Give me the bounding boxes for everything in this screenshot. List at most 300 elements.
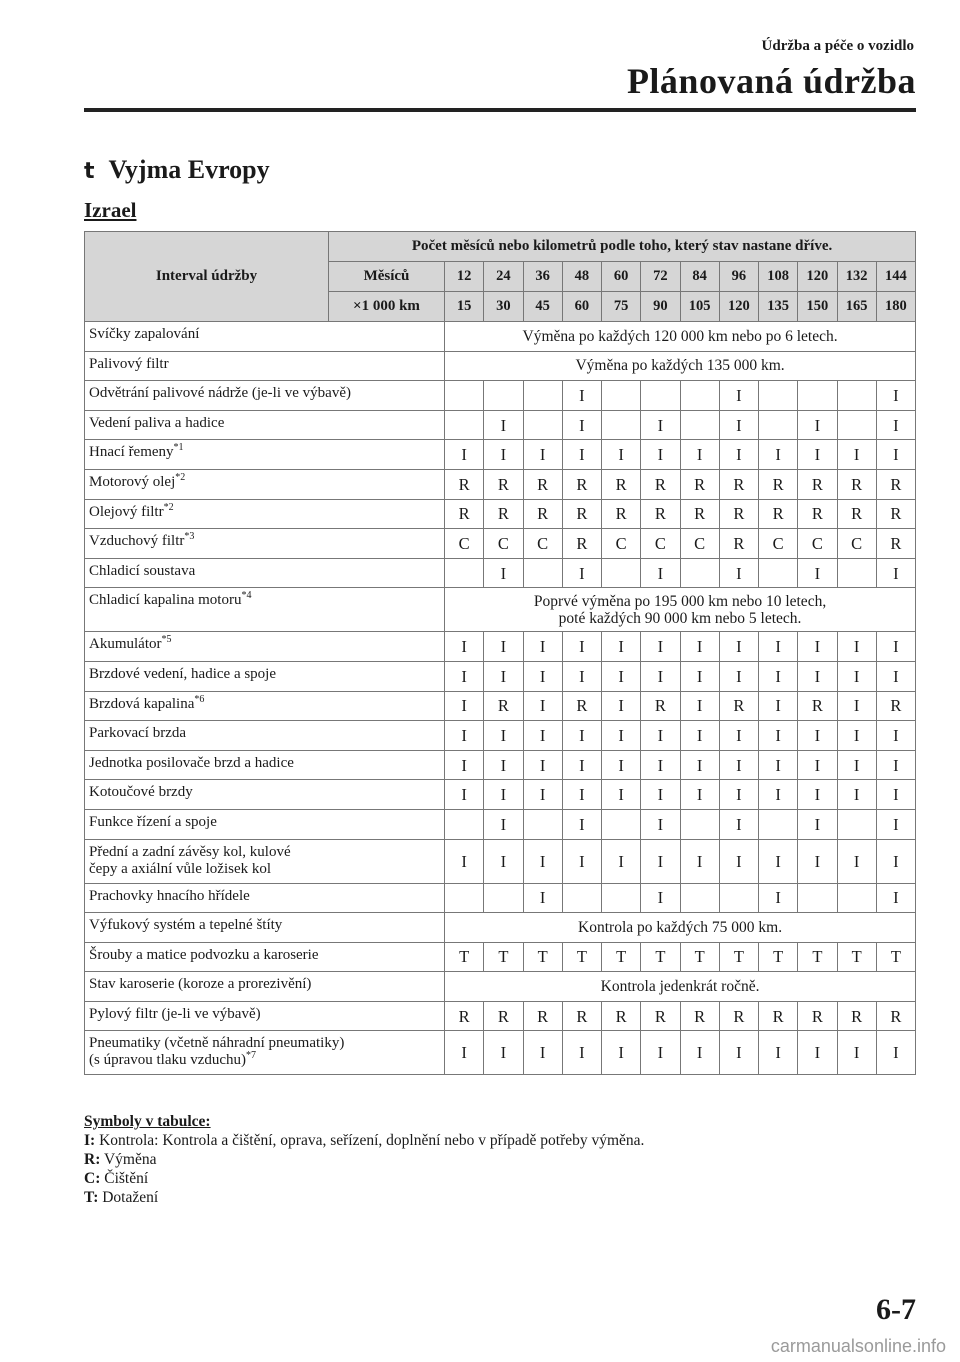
service-cell: C bbox=[602, 529, 641, 559]
service-cell: I bbox=[876, 558, 915, 588]
service-cell bbox=[602, 558, 641, 588]
months-value: 96 bbox=[719, 262, 758, 292]
service-cell: I bbox=[641, 558, 680, 588]
service-cell: R bbox=[759, 1001, 798, 1031]
service-cell: R bbox=[837, 1001, 876, 1031]
service-cell: I bbox=[445, 661, 484, 691]
interval-note-text: Výměna po každých 120 000 km nebo po 6 letech. bbox=[522, 327, 838, 345]
service-cell: R bbox=[719, 691, 758, 721]
service-cell: I bbox=[719, 839, 758, 883]
service-cell bbox=[602, 809, 641, 839]
service-cell bbox=[680, 381, 719, 411]
service-cell: I bbox=[798, 632, 837, 662]
service-cell: R bbox=[523, 469, 562, 499]
service-cell: R bbox=[445, 1001, 484, 1031]
service-cell: T bbox=[759, 942, 798, 972]
service-cell: I bbox=[837, 691, 876, 721]
service-cell: I bbox=[562, 839, 601, 883]
service-cell: R bbox=[484, 469, 523, 499]
service-cell: I bbox=[837, 721, 876, 751]
service-cell: I bbox=[798, 1031, 837, 1075]
service-cell: I bbox=[523, 691, 562, 721]
service-cell bbox=[445, 883, 484, 913]
table-row bbox=[85, 972, 916, 1002]
service-cell: I bbox=[798, 750, 837, 780]
subsection-heading: Izrael bbox=[84, 198, 137, 222]
legend-item: C: Čištění bbox=[84, 1170, 149, 1187]
service-cell: I bbox=[759, 780, 798, 810]
table-row bbox=[85, 410, 916, 440]
service-cell: I bbox=[876, 410, 915, 440]
service-cell: I bbox=[602, 440, 641, 470]
service-cell: I bbox=[837, 839, 876, 883]
footnote-ref: *1 bbox=[173, 442, 184, 454]
legend-title: Symboly v tabulce: bbox=[84, 1113, 211, 1130]
service-cell: I bbox=[759, 440, 798, 470]
km-value: 15 bbox=[445, 292, 484, 322]
service-cell: I bbox=[759, 691, 798, 721]
item-name-text: Pneumatiky (včetně náhradní pneumatiky) bbox=[89, 1035, 345, 1052]
footnote-ref: *7 bbox=[246, 1050, 257, 1062]
service-cell: I bbox=[523, 661, 562, 691]
months-value: 60 bbox=[602, 262, 641, 292]
service-cell: R bbox=[562, 469, 601, 499]
service-cell: C bbox=[759, 529, 798, 559]
service-cell: I bbox=[484, 410, 523, 440]
item-name-text: Přední a zadní závěsy kol, kulové bbox=[89, 843, 291, 860]
service-cell: R bbox=[484, 1001, 523, 1031]
service-cell: C bbox=[484, 529, 523, 559]
service-cell: C bbox=[641, 529, 680, 559]
months-value: 36 bbox=[523, 262, 562, 292]
service-cell: R bbox=[759, 469, 798, 499]
service-cell: I bbox=[562, 750, 601, 780]
service-cell: I bbox=[484, 750, 523, 780]
months-value: 24 bbox=[484, 262, 523, 292]
service-cell: C bbox=[837, 529, 876, 559]
km-value: 45 bbox=[523, 292, 562, 322]
service-cell: I bbox=[602, 839, 641, 883]
service-cell: R bbox=[602, 469, 641, 499]
service-cell bbox=[445, 381, 484, 411]
service-cell: I bbox=[562, 558, 601, 588]
item-name-text: Hnací řemeny bbox=[89, 444, 174, 461]
item-name bbox=[85, 499, 445, 529]
item-name-text: Chladicí kapalina motoru bbox=[89, 592, 242, 609]
service-cell: R bbox=[876, 691, 915, 721]
service-cell: I bbox=[680, 721, 719, 751]
item-name-text: Vzduchový filtr bbox=[89, 533, 185, 550]
item-name-text: Vedení paliva a hadice bbox=[89, 414, 225, 431]
service-cell: I bbox=[876, 1031, 915, 1075]
item-name bbox=[85, 942, 445, 972]
service-cell: T bbox=[798, 942, 837, 972]
service-cell: I bbox=[798, 839, 837, 883]
interval-label: Interval údržby bbox=[85, 232, 329, 322]
service-cell: I bbox=[445, 691, 484, 721]
service-cell: I bbox=[680, 440, 719, 470]
service-cell: T bbox=[602, 942, 641, 972]
service-cell bbox=[445, 809, 484, 839]
item-name-text: Chladicí soustava bbox=[89, 562, 196, 579]
item-name-text: Parkovací brzda bbox=[89, 725, 187, 742]
service-cell bbox=[680, 410, 719, 440]
table-row bbox=[85, 588, 916, 632]
item-name bbox=[85, 913, 445, 943]
service-cell: I bbox=[523, 721, 562, 751]
service-cell bbox=[719, 883, 758, 913]
service-cell: T bbox=[484, 942, 523, 972]
service-cell: I bbox=[641, 1031, 680, 1075]
service-cell: I bbox=[759, 661, 798, 691]
km-value: 150 bbox=[798, 292, 837, 322]
service-cell: R bbox=[798, 1001, 837, 1031]
service-cell: I bbox=[562, 721, 601, 751]
item-name bbox=[85, 351, 445, 381]
service-cell: I bbox=[837, 780, 876, 810]
service-cell: I bbox=[798, 780, 837, 810]
footnote-ref: *2 bbox=[163, 501, 174, 513]
maintenance-schedule-table bbox=[84, 231, 916, 1075]
item-name-text: Stav karoserie (koroze a prorezivění) bbox=[89, 976, 312, 993]
service-cell: I bbox=[445, 440, 484, 470]
table-row bbox=[85, 883, 916, 913]
service-cell: R bbox=[719, 1001, 758, 1031]
service-cell: I bbox=[562, 1031, 601, 1075]
service-cell bbox=[523, 410, 562, 440]
table-header bbox=[85, 232, 916, 322]
item-name bbox=[85, 381, 445, 411]
service-cell: I bbox=[523, 1031, 562, 1075]
item-name-text: Olejový filtr bbox=[89, 503, 164, 520]
item-name bbox=[85, 780, 445, 810]
service-cell: R bbox=[562, 691, 601, 721]
service-cell: I bbox=[523, 440, 562, 470]
service-cell: R bbox=[641, 499, 680, 529]
service-cell: I bbox=[484, 721, 523, 751]
service-cell: I bbox=[484, 632, 523, 662]
service-cell: I bbox=[837, 1031, 876, 1075]
months-value: 132 bbox=[837, 262, 876, 292]
service-cell: T bbox=[523, 942, 562, 972]
service-cell: I bbox=[680, 780, 719, 810]
months-value: 120 bbox=[798, 262, 837, 292]
service-cell: I bbox=[484, 661, 523, 691]
service-cell: R bbox=[798, 691, 837, 721]
service-cell: T bbox=[680, 942, 719, 972]
service-cell bbox=[523, 558, 562, 588]
service-cell: T bbox=[641, 942, 680, 972]
item-name-text: Brzdové vedení, hadice a spoje bbox=[89, 665, 277, 682]
service-cell: I bbox=[798, 440, 837, 470]
service-cell: I bbox=[759, 883, 798, 913]
table-row bbox=[85, 558, 916, 588]
km-value: 165 bbox=[837, 292, 876, 322]
service-cell: R bbox=[837, 469, 876, 499]
service-cell: I bbox=[719, 750, 758, 780]
service-cell: C bbox=[798, 529, 837, 559]
service-cell: I bbox=[641, 661, 680, 691]
service-cell: T bbox=[837, 942, 876, 972]
service-cell: R bbox=[602, 499, 641, 529]
service-cell: T bbox=[719, 942, 758, 972]
service-cell: I bbox=[680, 839, 719, 883]
table-row bbox=[85, 322, 916, 352]
interval-note bbox=[445, 322, 916, 352]
km-value: 120 bbox=[719, 292, 758, 322]
months-value: 12 bbox=[445, 262, 484, 292]
footnote-ref: *2 bbox=[175, 471, 186, 483]
service-cell: R bbox=[719, 529, 758, 559]
section-heading-text: Vyjma Evropy bbox=[108, 155, 270, 184]
service-cell bbox=[445, 410, 484, 440]
interval-caption: Počet měsíců nebo kilometrů podle toho, který stav nastane dříve. bbox=[329, 232, 916, 262]
item-name-text-line2: (s úpravou tlaku vzduchu) bbox=[89, 1052, 247, 1069]
interval-note bbox=[445, 972, 916, 1002]
service-cell: I bbox=[798, 661, 837, 691]
service-cell: I bbox=[445, 839, 484, 883]
months-value: 84 bbox=[680, 262, 719, 292]
table-row bbox=[85, 661, 916, 691]
km-value: 60 bbox=[562, 292, 601, 322]
service-cell bbox=[680, 809, 719, 839]
item-name bbox=[85, 883, 445, 913]
service-cell: I bbox=[641, 632, 680, 662]
service-cell: I bbox=[759, 750, 798, 780]
service-cell bbox=[837, 410, 876, 440]
service-cell bbox=[759, 381, 798, 411]
table-row bbox=[85, 691, 916, 721]
service-cell: I bbox=[523, 632, 562, 662]
service-cell: I bbox=[562, 632, 601, 662]
service-cell: I bbox=[562, 809, 601, 839]
service-cell: I bbox=[484, 839, 523, 883]
service-cell: I bbox=[680, 661, 719, 691]
service-cell: R bbox=[562, 1001, 601, 1031]
service-cell bbox=[484, 381, 523, 411]
service-cell: I bbox=[602, 1031, 641, 1075]
service-cell bbox=[837, 558, 876, 588]
months-label: Měsíců bbox=[329, 262, 445, 292]
months-value: 108 bbox=[759, 262, 798, 292]
table-row bbox=[85, 469, 916, 499]
service-cell: I bbox=[641, 721, 680, 751]
km-value: 30 bbox=[484, 292, 523, 322]
bullet-icon: t bbox=[84, 159, 95, 184]
service-cell: R bbox=[641, 469, 680, 499]
table-row bbox=[85, 529, 916, 559]
service-cell: I bbox=[719, 410, 758, 440]
service-cell: R bbox=[680, 1001, 719, 1031]
service-cell bbox=[523, 381, 562, 411]
item-name-text-line2: čepy a axiální vůle ložisek kol bbox=[89, 860, 272, 877]
item-name-text: Kotoučové brzdy bbox=[89, 784, 193, 801]
service-cell: I bbox=[445, 750, 484, 780]
km-value: 105 bbox=[680, 292, 719, 322]
service-cell: I bbox=[562, 410, 601, 440]
item-name bbox=[85, 410, 445, 440]
service-cell: R bbox=[562, 529, 601, 559]
service-cell bbox=[837, 381, 876, 411]
item-name-text: Prachovky hnacího hřídele bbox=[89, 887, 250, 904]
service-cell: I bbox=[641, 750, 680, 780]
interval-note bbox=[445, 351, 916, 381]
service-cell: I bbox=[484, 558, 523, 588]
service-cell: R bbox=[719, 469, 758, 499]
item-name-text: Odvětrání palivové nádrže (je-li ve výbavě) bbox=[89, 385, 351, 402]
service-cell bbox=[759, 809, 798, 839]
service-cell: I bbox=[523, 839, 562, 883]
service-cell: I bbox=[876, 883, 915, 913]
table-row bbox=[85, 839, 916, 883]
service-cell bbox=[602, 381, 641, 411]
item-name bbox=[85, 661, 445, 691]
service-cell: R bbox=[876, 1001, 915, 1031]
service-cell bbox=[602, 883, 641, 913]
service-cell: I bbox=[641, 440, 680, 470]
page-title: Plánovaná údržba bbox=[626, 61, 916, 101]
service-cell: I bbox=[798, 558, 837, 588]
item-name-text: Výfukový systém a tepelné štíty bbox=[89, 917, 283, 934]
item-name-text: Šrouby a matice podvozku a karoserie bbox=[89, 946, 319, 963]
service-cell: R bbox=[602, 1001, 641, 1031]
table-row bbox=[85, 632, 916, 662]
item-name bbox=[85, 440, 445, 470]
table-row bbox=[85, 1031, 916, 1075]
item-name bbox=[85, 469, 445, 499]
service-cell: I bbox=[602, 721, 641, 751]
service-cell bbox=[445, 558, 484, 588]
service-cell: I bbox=[562, 381, 601, 411]
service-cell: I bbox=[641, 780, 680, 810]
service-cell bbox=[680, 883, 719, 913]
watermark: carmanualsonline.info bbox=[770, 1336, 946, 1356]
interval-note-text: Kontrola jedenkrát ročně. bbox=[600, 978, 760, 996]
service-cell: I bbox=[798, 809, 837, 839]
service-cell bbox=[484, 883, 523, 913]
item-name bbox=[85, 972, 445, 1002]
months-value: 48 bbox=[562, 262, 601, 292]
service-cell: R bbox=[876, 529, 915, 559]
service-cell: I bbox=[876, 750, 915, 780]
service-cell: I bbox=[719, 440, 758, 470]
service-cell: T bbox=[562, 942, 601, 972]
service-cell: C bbox=[445, 529, 484, 559]
item-name bbox=[85, 750, 445, 780]
table-row bbox=[85, 809, 916, 839]
item-name bbox=[85, 809, 445, 839]
legend-item: T: Dotažení bbox=[84, 1189, 159, 1206]
service-cell bbox=[837, 809, 876, 839]
table-row bbox=[85, 381, 916, 411]
footnote-ref: *5 bbox=[161, 634, 172, 646]
service-cell: R bbox=[837, 499, 876, 529]
service-cell: I bbox=[641, 883, 680, 913]
table-row bbox=[85, 1001, 916, 1031]
service-cell: R bbox=[798, 469, 837, 499]
table-row bbox=[85, 913, 916, 943]
item-name-text: Palivový filtr bbox=[89, 355, 169, 372]
chapter-title: Údržba a péče o vozidlo bbox=[761, 38, 914, 54]
service-cell: I bbox=[523, 750, 562, 780]
service-cell: I bbox=[719, 1031, 758, 1075]
service-cell: I bbox=[602, 750, 641, 780]
service-cell: I bbox=[837, 440, 876, 470]
service-cell: I bbox=[641, 410, 680, 440]
service-cell: I bbox=[602, 632, 641, 662]
months-value: 72 bbox=[641, 262, 680, 292]
item-name bbox=[85, 322, 445, 352]
service-cell: R bbox=[484, 499, 523, 529]
service-cell: I bbox=[837, 632, 876, 662]
service-cell: I bbox=[680, 632, 719, 662]
service-cell: I bbox=[602, 691, 641, 721]
table-row bbox=[85, 750, 916, 780]
item-name-text: Akumulátor bbox=[89, 636, 162, 653]
service-cell: R bbox=[562, 499, 601, 529]
interval-note-text: Kontrola po každých 75 000 km. bbox=[578, 918, 783, 936]
item-name bbox=[85, 558, 445, 588]
item-name bbox=[85, 691, 445, 721]
item-name bbox=[85, 632, 445, 662]
service-cell: R bbox=[798, 499, 837, 529]
service-cell: I bbox=[759, 632, 798, 662]
service-cell: I bbox=[602, 780, 641, 810]
service-cell: R bbox=[445, 499, 484, 529]
service-cell: I bbox=[759, 839, 798, 883]
service-cell: I bbox=[876, 632, 915, 662]
service-cell bbox=[798, 883, 837, 913]
service-cell bbox=[837, 883, 876, 913]
legend-item: R: Výměna bbox=[84, 1151, 157, 1168]
service-cell: I bbox=[876, 721, 915, 751]
service-cell: I bbox=[719, 809, 758, 839]
item-name-text: Motorový olej bbox=[89, 473, 176, 490]
service-cell: R bbox=[759, 499, 798, 529]
service-cell: R bbox=[876, 469, 915, 499]
service-cell: R bbox=[523, 499, 562, 529]
legend-item: I: Kontrola: Kontrola a čištění, oprava, seřízení, doplnění nebo v případě potřeby výměna. bbox=[84, 1132, 645, 1149]
service-cell: I bbox=[719, 381, 758, 411]
service-cell bbox=[523, 809, 562, 839]
km-value: 135 bbox=[759, 292, 798, 322]
service-cell bbox=[602, 410, 641, 440]
item-name-text: Pylový filtr (je-li ve výbavě) bbox=[89, 1005, 261, 1022]
service-cell: R bbox=[484, 691, 523, 721]
service-cell: I bbox=[562, 661, 601, 691]
service-cell: I bbox=[876, 839, 915, 883]
service-cell bbox=[562, 883, 601, 913]
km-value: 180 bbox=[876, 292, 915, 322]
service-cell: I bbox=[798, 721, 837, 751]
service-cell: I bbox=[445, 721, 484, 751]
service-cell: R bbox=[680, 499, 719, 529]
service-cell: R bbox=[523, 1001, 562, 1031]
service-cell: I bbox=[445, 1031, 484, 1075]
service-cell: R bbox=[680, 469, 719, 499]
service-cell bbox=[759, 410, 798, 440]
table-row bbox=[85, 440, 916, 470]
footnote-ref: *6 bbox=[194, 693, 205, 705]
service-cell bbox=[641, 381, 680, 411]
table-body bbox=[85, 322, 916, 1075]
service-cell: R bbox=[719, 499, 758, 529]
service-cell: I bbox=[759, 1031, 798, 1075]
item-name-text: Funkce řízení a spoje bbox=[89, 813, 217, 830]
service-cell: I bbox=[484, 1031, 523, 1075]
service-cell: I bbox=[680, 750, 719, 780]
footnote-ref: *4 bbox=[241, 590, 252, 602]
